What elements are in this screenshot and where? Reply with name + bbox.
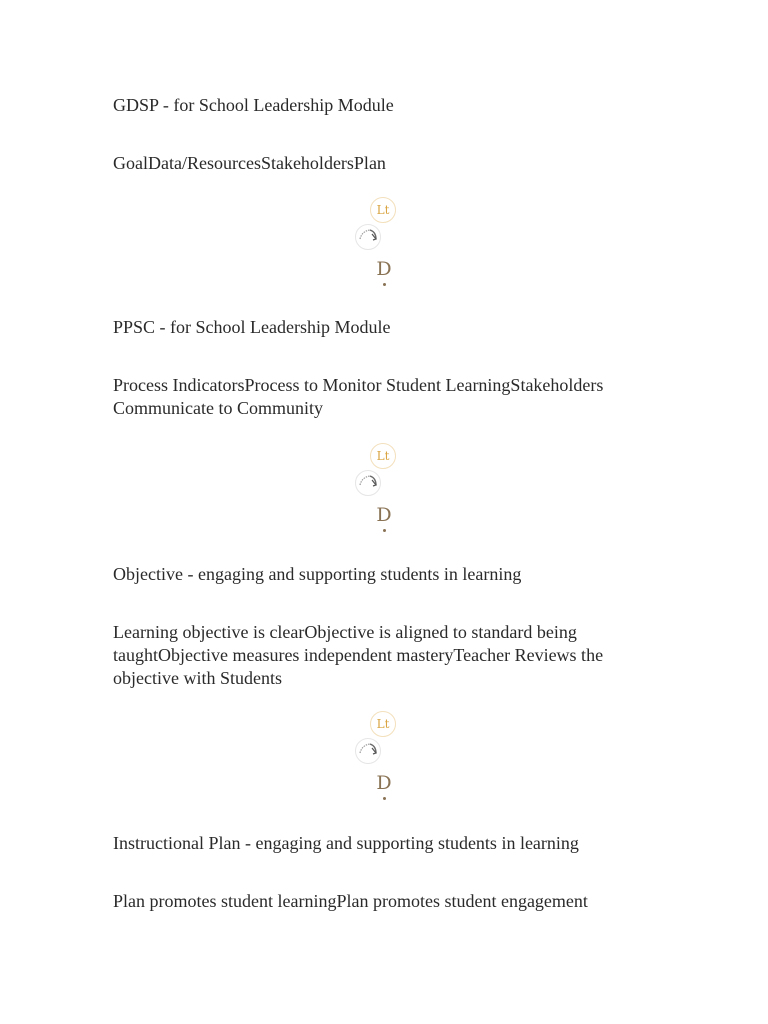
lt-icon: Lt [370,443,396,469]
wreath-icon [354,223,382,251]
section-heading-instructional-plan: Instructional Plan - engaging and supporting students in learning [113,833,579,853]
section-heading-objective: Objective - engaging and supporting students in learning [113,564,522,584]
lt-icon: Lt [370,197,396,223]
decorative-icon-group [350,443,410,538]
section-body-instructional-plan: Plan promotes student learningPlan promotes student engagement [113,891,588,911]
wreath-icon [354,469,382,497]
lt-icon: Lt [370,711,396,737]
section-body-gdsp: GoalData/ResourcesStakeholdersPlan [113,153,386,173]
decorative-icon-group [350,711,410,806]
section-heading-gdsp: GDSP - for School Leadership Module [113,95,394,115]
d-icon: D [374,503,394,531]
section-heading-ppsc: PPSC - for School Leadership Module [113,317,391,337]
d-icon: D [374,771,394,799]
wreath-icon [354,737,382,765]
d-icon: D [374,257,394,285]
section-body-objective: Learning objective is clearObjective is aligned to standard being taughtObjective measures independent masteryTeacher Reviews the objective with Students [113,622,604,688]
decorative-icon-group [350,197,410,292]
section-body-ppsc: Process IndicatorsProcess to Monitor Student LearningStakeholders Communicate to Community [113,375,604,418]
